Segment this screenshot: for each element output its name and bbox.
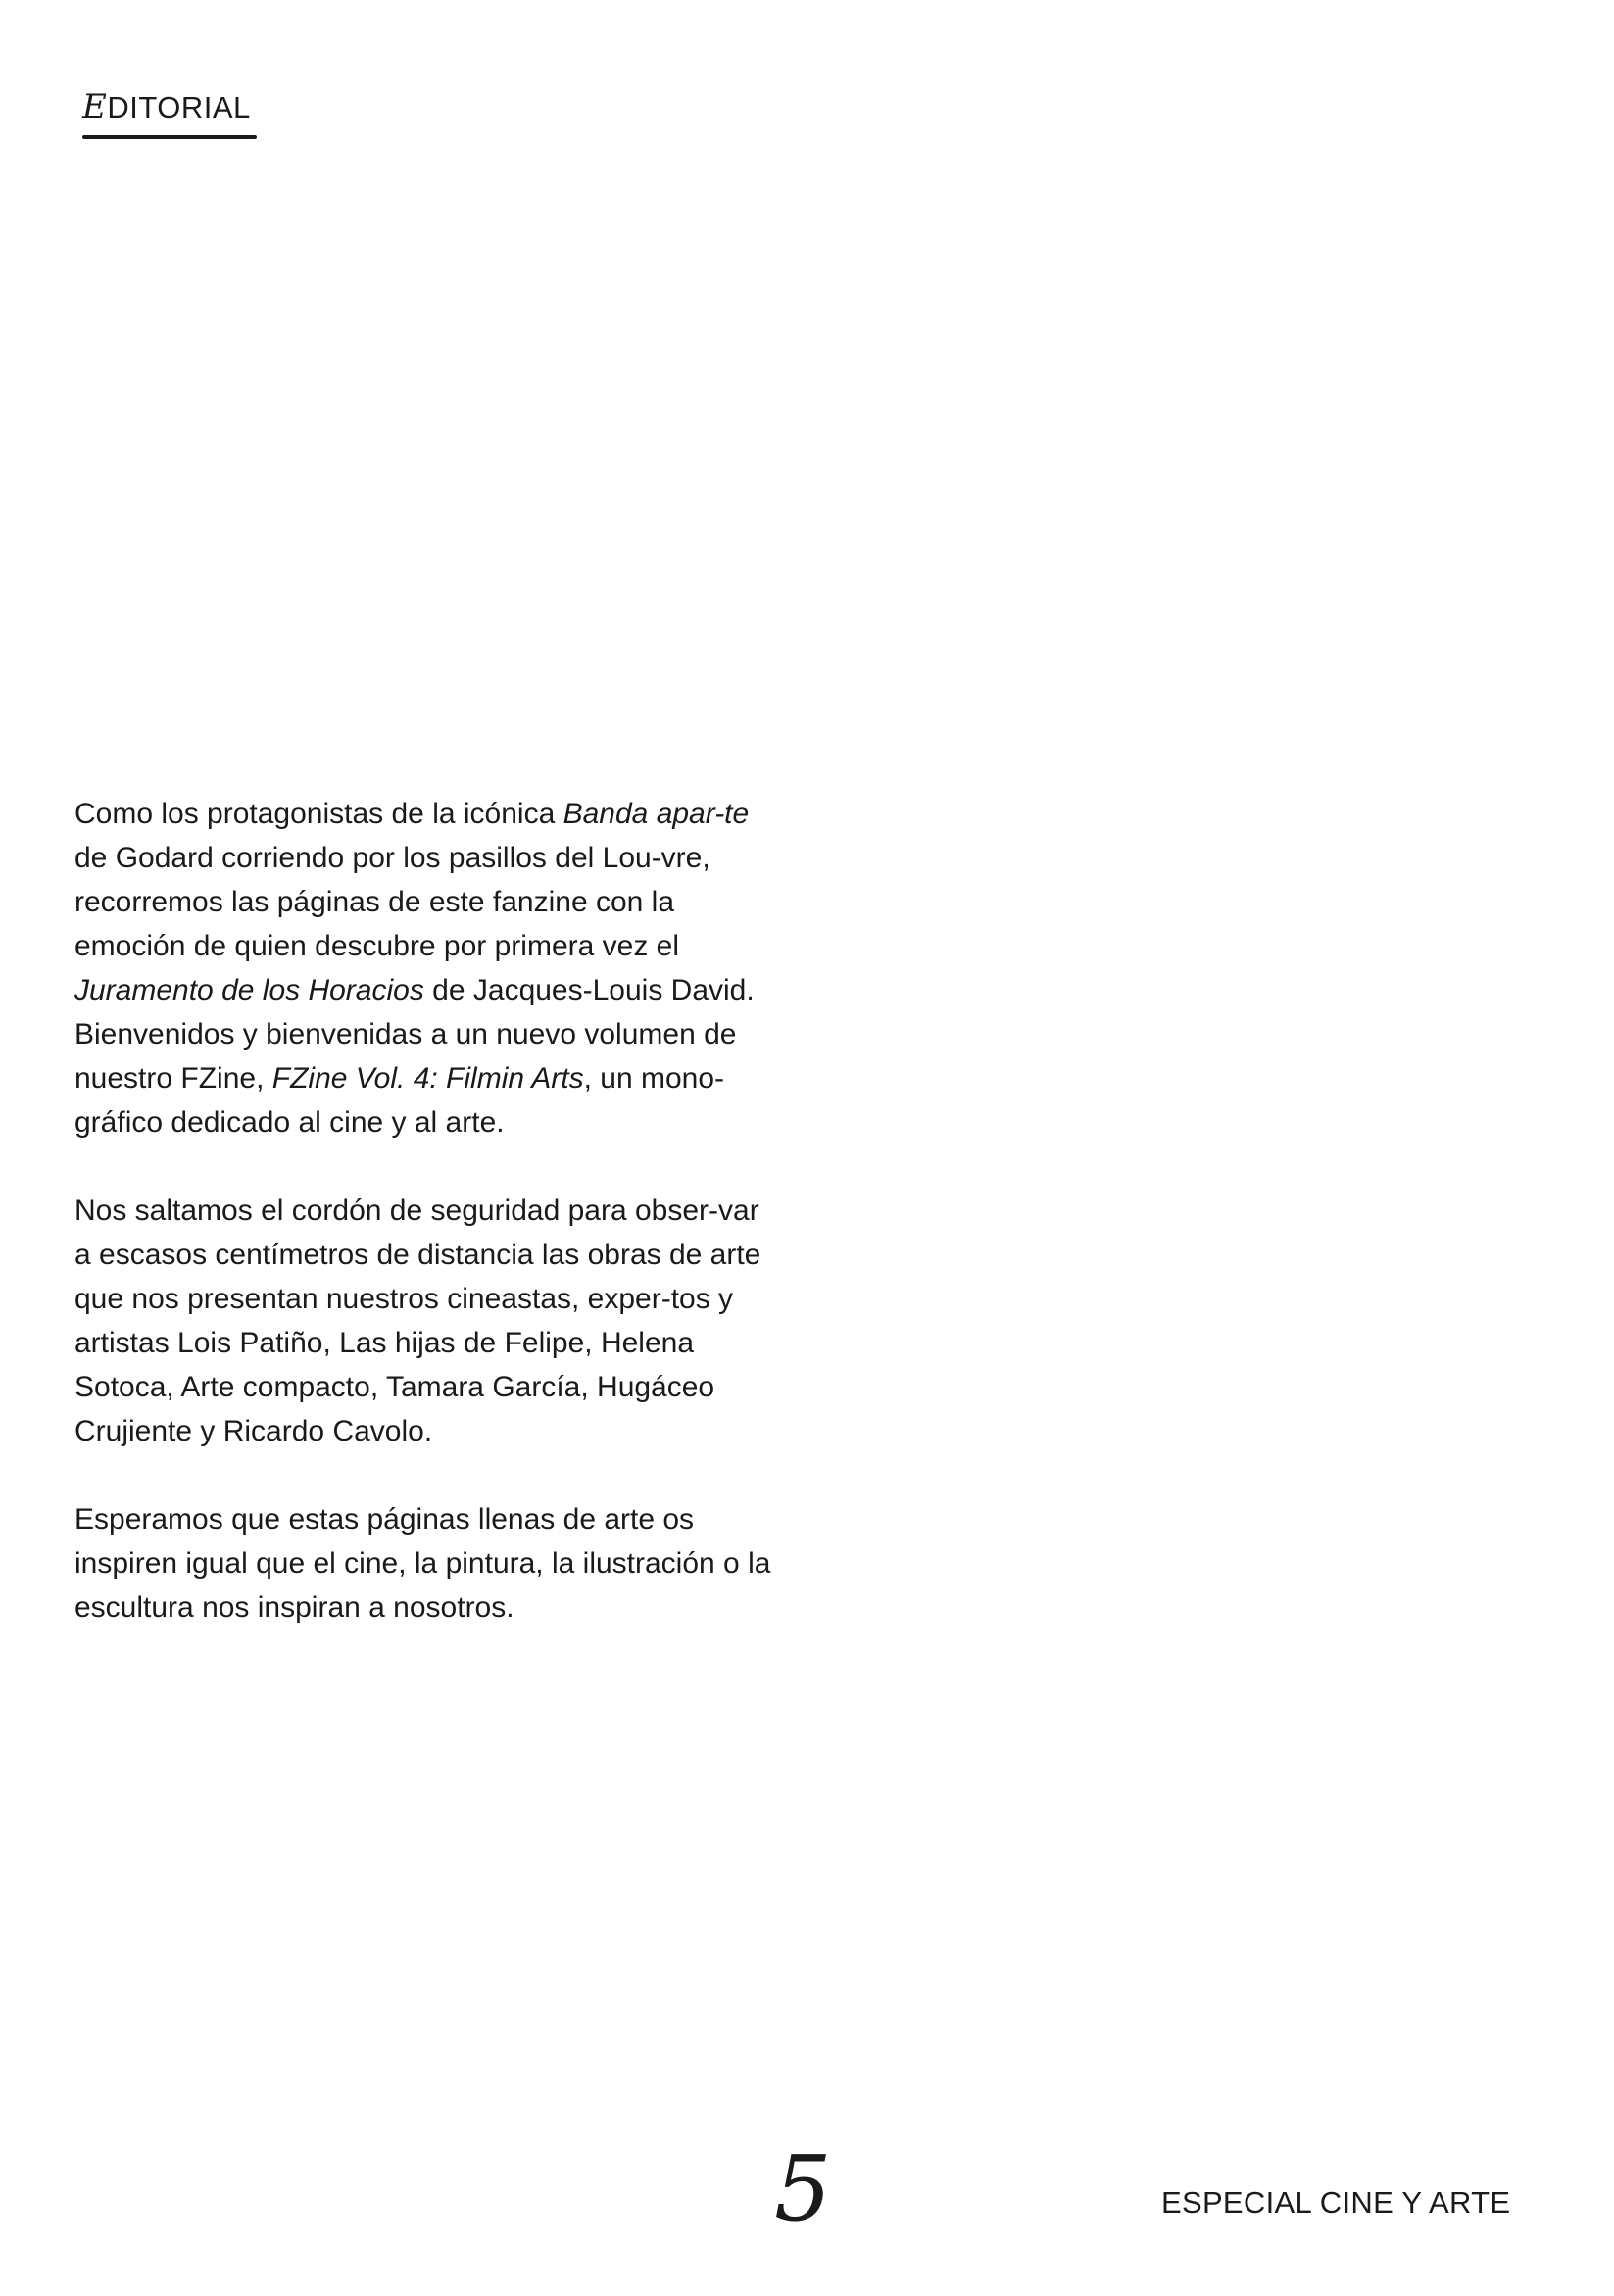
- fanzine-title: FZine Vol. 4: Filmin Arts: [271, 1062, 584, 1095]
- paragraph-1: [74, 792, 780, 1145]
- header-underline: [82, 135, 257, 139]
- header-text: DITORIAL: [107, 90, 251, 124]
- paragraph-segment: , un mono-gráfico dedicado al cine y al arte.: [74, 1062, 725, 1139]
- section-label: ESPECIAL CINE Y ARTE: [1161, 2185, 1511, 2220]
- paragraph-segment: de Jacques-Louis David. Bienvenidos y bienvenidas a un nuevo volumen de nuestro FZine,: [74, 974, 755, 1095]
- paragraph-3: [74, 1497, 780, 1630]
- paragraph-segment: Nos saltamos el cordón de seguridad para obser-var a escasos centímetros de distancia las obras de arte que nos presentan nuestros cineastas, exper-tos y artistas Lois Patiño, Las hijas de Felipe, Helena Sotoca, Arte compacto, Tamara García, Hugáceo Crujiente y Ricardo Cavolo.: [74, 1195, 761, 1447]
- paragraph-segment: Esperamos que estas páginas llenas de arte os inspiren igual que el cine, la pintura, la ilustración o la escultura nos inspiran a nosotros.: [74, 1503, 771, 1624]
- painting-title: Juramento de los Horacios: [74, 974, 424, 1006]
- editorial-body: [74, 792, 780, 1674]
- section-header: [82, 87, 251, 126]
- paragraph-segment: Como los protagonistas de la icónica: [74, 798, 563, 830]
- film-title: Banda apar-te: [562, 798, 750, 830]
- header-initial: E: [82, 87, 108, 126]
- paragraph-segment: de Godard corriendo por los pasillos del Lou-vre, recorremos las páginas de este fanzine con la emoción de quien descubre por primera vez el: [74, 842, 710, 962]
- paragraph-2: [74, 1189, 780, 1453]
- page-number: 5: [774, 2136, 832, 2241]
